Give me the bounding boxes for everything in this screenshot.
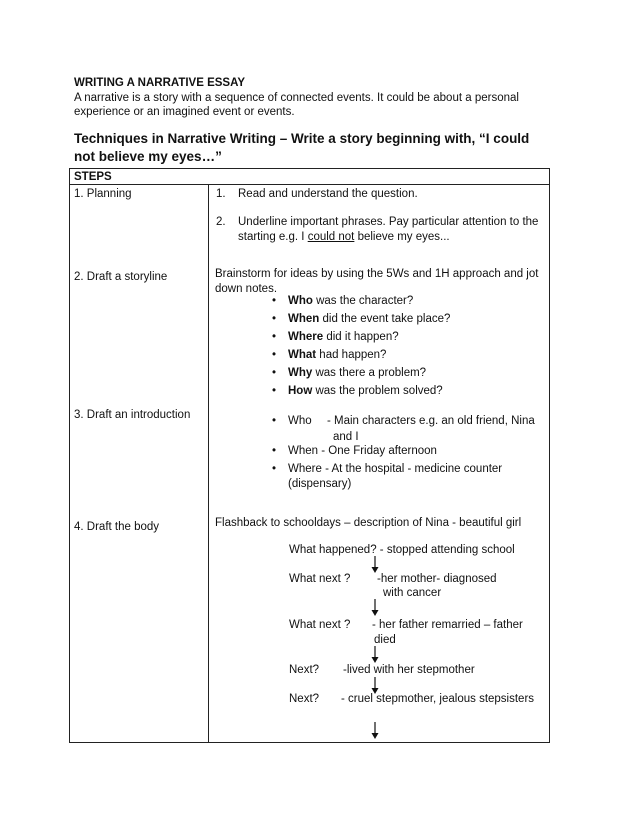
steps-header: STEPS	[74, 171, 112, 183]
planning-num-1: 1.	[216, 188, 226, 200]
body-row-3-value-2: died	[374, 634, 396, 646]
body-row-3-value: - her father remarried – father	[372, 619, 523, 631]
body-row-5-key: Next?	[289, 693, 320, 705]
body-row-4-value: -lived with her stepmother	[343, 664, 475, 676]
list-item: • Where did it happen?	[272, 328, 450, 346]
intro-who-value-2: and I	[333, 431, 359, 443]
planning-item-1: Read and understand the question.	[238, 188, 418, 200]
step-introduction: 3. Draft an introduction	[74, 409, 191, 421]
list-item: • Who	[272, 412, 312, 430]
list-item: • Who was the character?	[272, 292, 450, 310]
table-column-divider	[208, 184, 209, 743]
planning-item-2: Underline important phrases. Pay particular attention to the starting e.g. I could not believe my eyes...	[238, 216, 539, 243]
storyline-questions	[272, 292, 450, 400]
intro-bullets	[272, 442, 502, 478]
table-divider	[69, 184, 550, 185]
intro-bullet-who	[272, 412, 312, 430]
intro-where-value-2: (dispensary)	[288, 478, 352, 490]
list-item: • How was the problem solved?	[272, 382, 450, 400]
list-item: • Why was there a problem?	[272, 364, 450, 382]
list-item: • When - One Friday afternoon	[272, 442, 502, 460]
body-row-5-value: - cruel stepmother, jealous stepsisters	[341, 693, 535, 705]
arrow-down-icon	[370, 646, 380, 664]
body-row-4-key: Next?	[289, 664, 320, 676]
body-row-2-value-2: with cancer	[383, 587, 442, 599]
section-heading: Techniques in Narrative Writing – Write a story beginning with, “I could not believe my eyes…”	[74, 131, 530, 164]
body-lead: Flashback to schooldays – description of Nina - beautiful girl	[215, 517, 522, 529]
body-row-3-key: What next ?	[289, 619, 351, 631]
step-planning: 1. Planning	[74, 188, 132, 200]
step-storyline: 2. Draft a storyline	[74, 271, 168, 283]
body-row-2-value: -her mother- diagnosed	[377, 573, 497, 585]
arrow-down-icon	[370, 722, 380, 740]
body-row-1: What happened? - stopped attending school	[289, 544, 515, 556]
intro-paragraph: A narrative is a story with a sequence of connected events. It could be about a personal experience or an imagined event or events.	[74, 92, 519, 118]
intro-who-value: - Main characters e.g. an old friend, Nina	[327, 415, 535, 427]
storyline-text: Brainstorm for ideas by using the 5Ws and 1H approach and jot down notes.	[215, 268, 539, 295]
list-item: • When did the event take place?	[272, 310, 450, 328]
step-body: 4. Draft the body	[74, 521, 160, 533]
list-item: • What had happen?	[272, 346, 450, 364]
document-title: WRITING A NARRATIVE ESSAY	[74, 77, 246, 89]
planning-num-2: 2.	[216, 216, 226, 228]
arrow-down-icon	[370, 599, 380, 617]
body-row-2-key: What next ?	[289, 573, 351, 585]
list-item: • Where - At the hospital - medicine counter	[272, 460, 502, 478]
